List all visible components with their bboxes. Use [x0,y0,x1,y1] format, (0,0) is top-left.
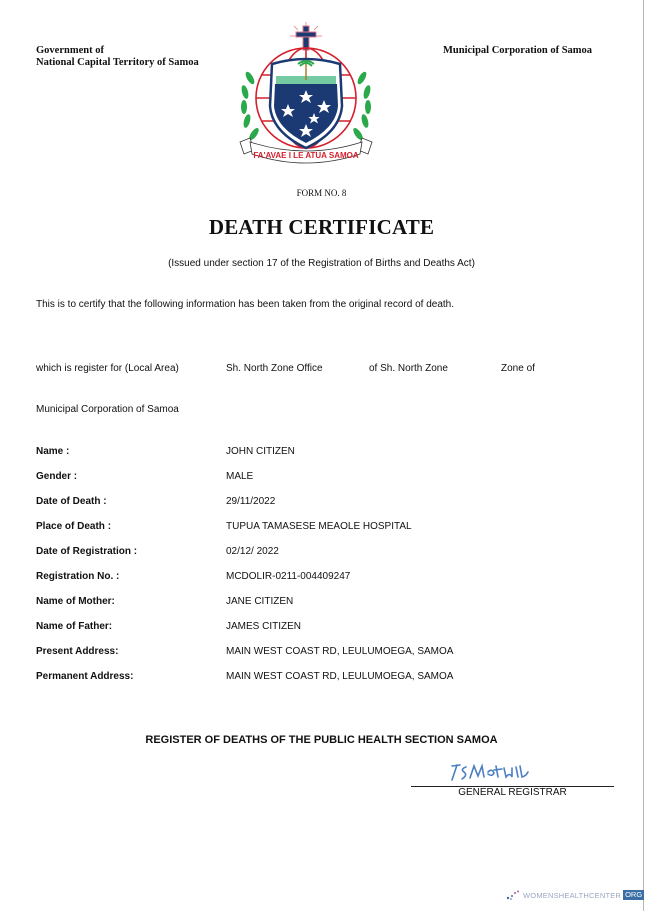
municipal-heading: Municipal Corporation of Samoa [443,45,593,56]
watermark-tld: ORG [625,890,643,899]
issued-under-text: (Issued under section 17 of the Registration of Births and Deaths Act) [168,258,475,269]
general-registrar-label: GENERAL REGISTRAR [458,787,567,798]
local-area-office: Sh. North Zone Office [226,363,323,374]
watermark-text: WOMENSHEALTHCENTER [523,890,622,900]
certify-statement: This is to certify that the following information has been taken from the original record of death. [36,299,454,310]
watermark [506,888,644,902]
register-heading: REGISTER OF DEATHS OF THE PUBLIC HEALTH SECTION SAMOA [145,734,498,746]
form-number: FORM NO. 8 [296,188,347,198]
certificate-page: Government of National Capital Territory of Samoa Municipal Corporation of Samoa FA'AVAE I LE ATUA SAMOA FORM NO. 8 DEATH CERTIFICATE (Issued under section 17 of the Registration of Births and Deaths Act) This is to certify that the following information has been taken from the original record of death. which is register for (Local Area) Sh. North Zone Office of Sh. North Zone Zone of Municipal Corporation of Samoa Name : JOHN CITIZEN Gender : MALE Date of Death : 29/11/2022 Place of Death : TUPUA TAMASESE MEAOLE HOSPITAL Date of Registration : 02/12/ 2022 Registration No. : MCDOLIR-0211-004409247 Name of Mother: JANE CITIZEN Name of Father: JAMES CITIZEN Present Address: MAIN WEST COAST RD, LEULUMOEGA, SAMOA Permanent Address: MAIN WEST COAST RD, LEULUMOEGA, SAMOA REGISTER OF DEATHS OF THE PUBLIC HEALTH SECTION SAMOA GENERAL REGISTRAR WOMENSHEALTHCENTER ORG [0,0,644,911]
government-heading: Government of National Capital Territory of Samoa [36,45,199,68]
local-area-corporation: Municipal Corporation of Samoa [36,404,179,415]
watermark-dots-icon [506,890,520,900]
local-area-zone: of Sh. North Zone [369,363,448,374]
svg-text:FA'AVAE I LE ATUA SAMOA: FA'AVAE I LE ATUA SAMOA [253,151,359,160]
local-area-zone-of: Zone of [501,363,535,374]
page-title: DEATH CERTIFICATE [208,215,435,239]
signature-icon [448,760,548,782]
samoa-coat-of-arms-icon [232,20,380,170]
local-area-prefix: which is register for (Local Area) [36,363,179,374]
